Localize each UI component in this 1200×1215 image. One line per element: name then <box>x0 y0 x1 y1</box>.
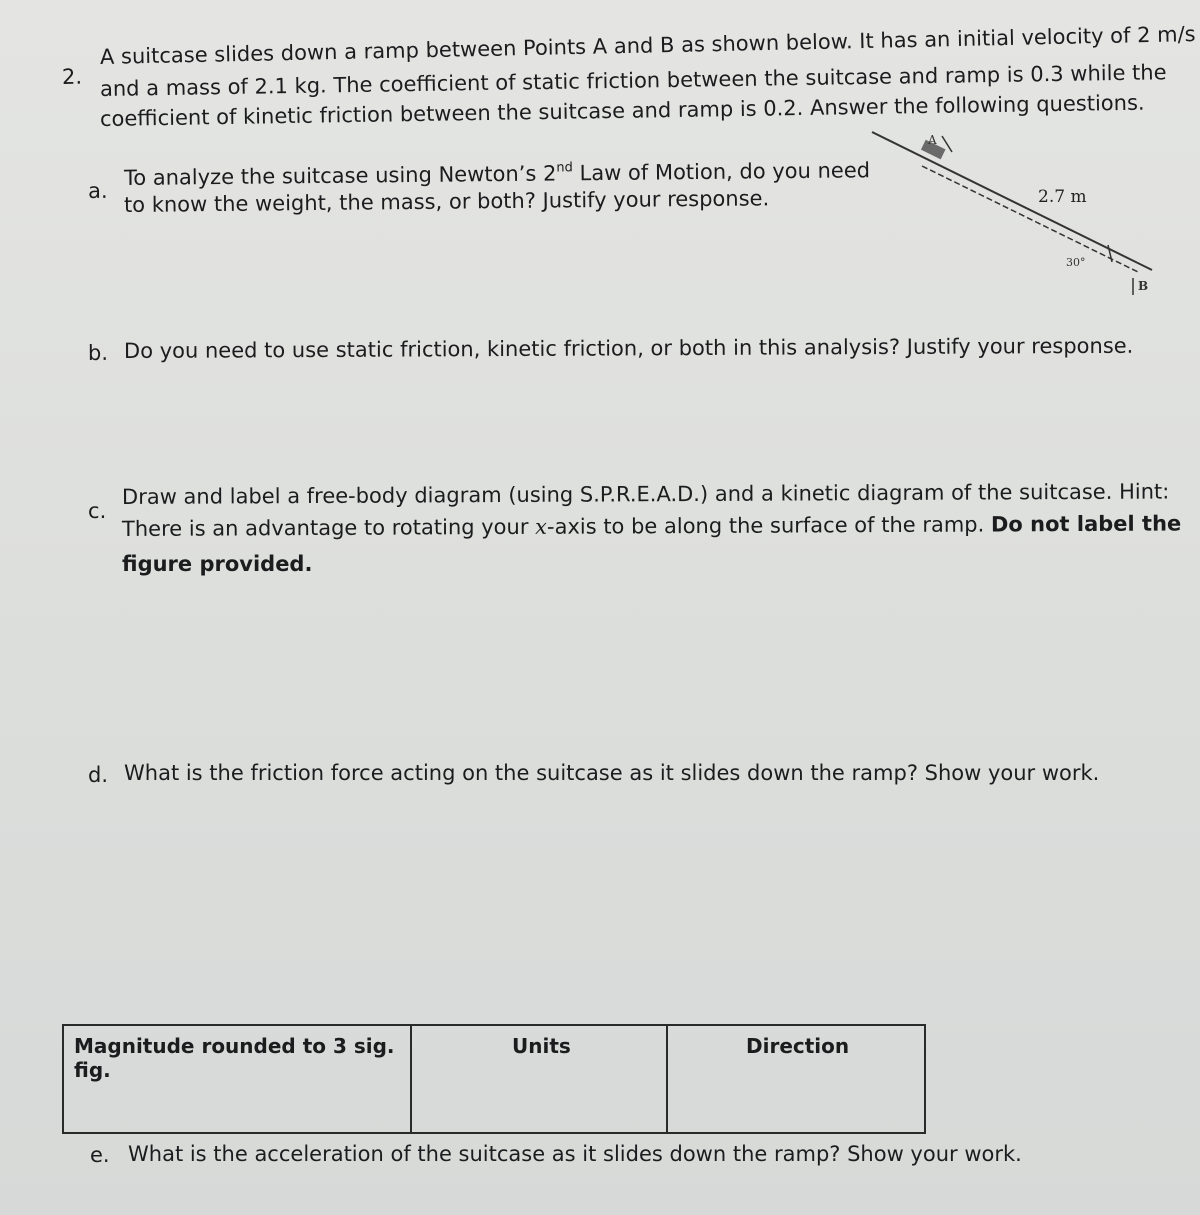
part-c-line-2-bold: Do not label the <box>990 511 1182 537</box>
units-cell[interactable] <box>412 1026 668 1132</box>
dimension-line <box>922 166 1138 272</box>
ramp-figure <box>860 120 1160 310</box>
part-a-superscript: nd <box>556 160 573 176</box>
units-header: Units <box>512 1034 571 1058</box>
direction-header: Direction <box>746 1034 850 1058</box>
part-b-label: b. <box>87 340 109 365</box>
magnitude-cell[interactable] <box>64 1026 412 1132</box>
problem-line-3: coefficient of kinetic friction between the suitcase and ramp is 0.2. Answer the following questions. <box>99 90 1145 131</box>
part-e-text: What is the acceleration of the suitcase as it slides down the ramp? Show your work. <box>128 1142 1022 1166</box>
answer-table <box>62 1024 926 1134</box>
magnitude-header: Magnitude rounded to 3 sig. fig. <box>74 1034 395 1082</box>
part-d-text: What is the friction force acting on the suitcase as it slides down the ramp? Show your work. <box>124 761 1100 785</box>
part-b-text: Do you need to use static friction, kinetic friction, or both in this analysis? Justify your response. <box>123 333 1134 363</box>
angle-label: 30° <box>1066 256 1086 269</box>
problem-number: 2. <box>61 64 83 89</box>
part-c-label: c. <box>87 498 107 523</box>
part-a-line-1-end: Law of Motion, do you need <box>572 158 871 186</box>
part-a-line-1-text: To analyze the suitcase using Newton’s 2 <box>123 161 557 190</box>
point-b-label: B <box>1138 279 1149 293</box>
part-c-line-3: figure provided. <box>122 552 313 576</box>
problem-line-1: A suitcase slides down a ramp between Points A and B as shown below. It has an initial velocity of 2 m/s <box>99 22 1196 69</box>
ramp-surface-line <box>872 132 1152 270</box>
part-c-line-2-end: -axis to be along the surface of the ramp. <box>546 512 992 539</box>
point-a-label: A <box>928 133 937 147</box>
part-c-line-2-start: There is an advantage to rotating your <box>121 514 536 541</box>
length-label: 2.7 m <box>1038 187 1087 207</box>
part-c-variable: x <box>535 514 548 539</box>
part-c-line-1: Draw and label a free-body diagram (using S.P.R.E.A.D.) and a kinetic diagram of the suitcase. Hint: <box>121 479 1170 509</box>
part-a-line-2: to know the weight, the mass, or both? Justify your response. <box>123 186 770 217</box>
direction-cell[interactable] <box>668 1026 924 1132</box>
part-c-line-2 <box>122 510 1181 542</box>
part-e-label: e. <box>90 1143 110 1167</box>
problem-line-2: and a mass of 2.1 kg. The coefficient of static friction between the suitcase and ramp is 0.3 while the <box>99 60 1167 101</box>
part-a-label: a. <box>87 178 108 203</box>
angle-tick <box>1108 245 1112 262</box>
part-d-label: d. <box>88 763 109 787</box>
